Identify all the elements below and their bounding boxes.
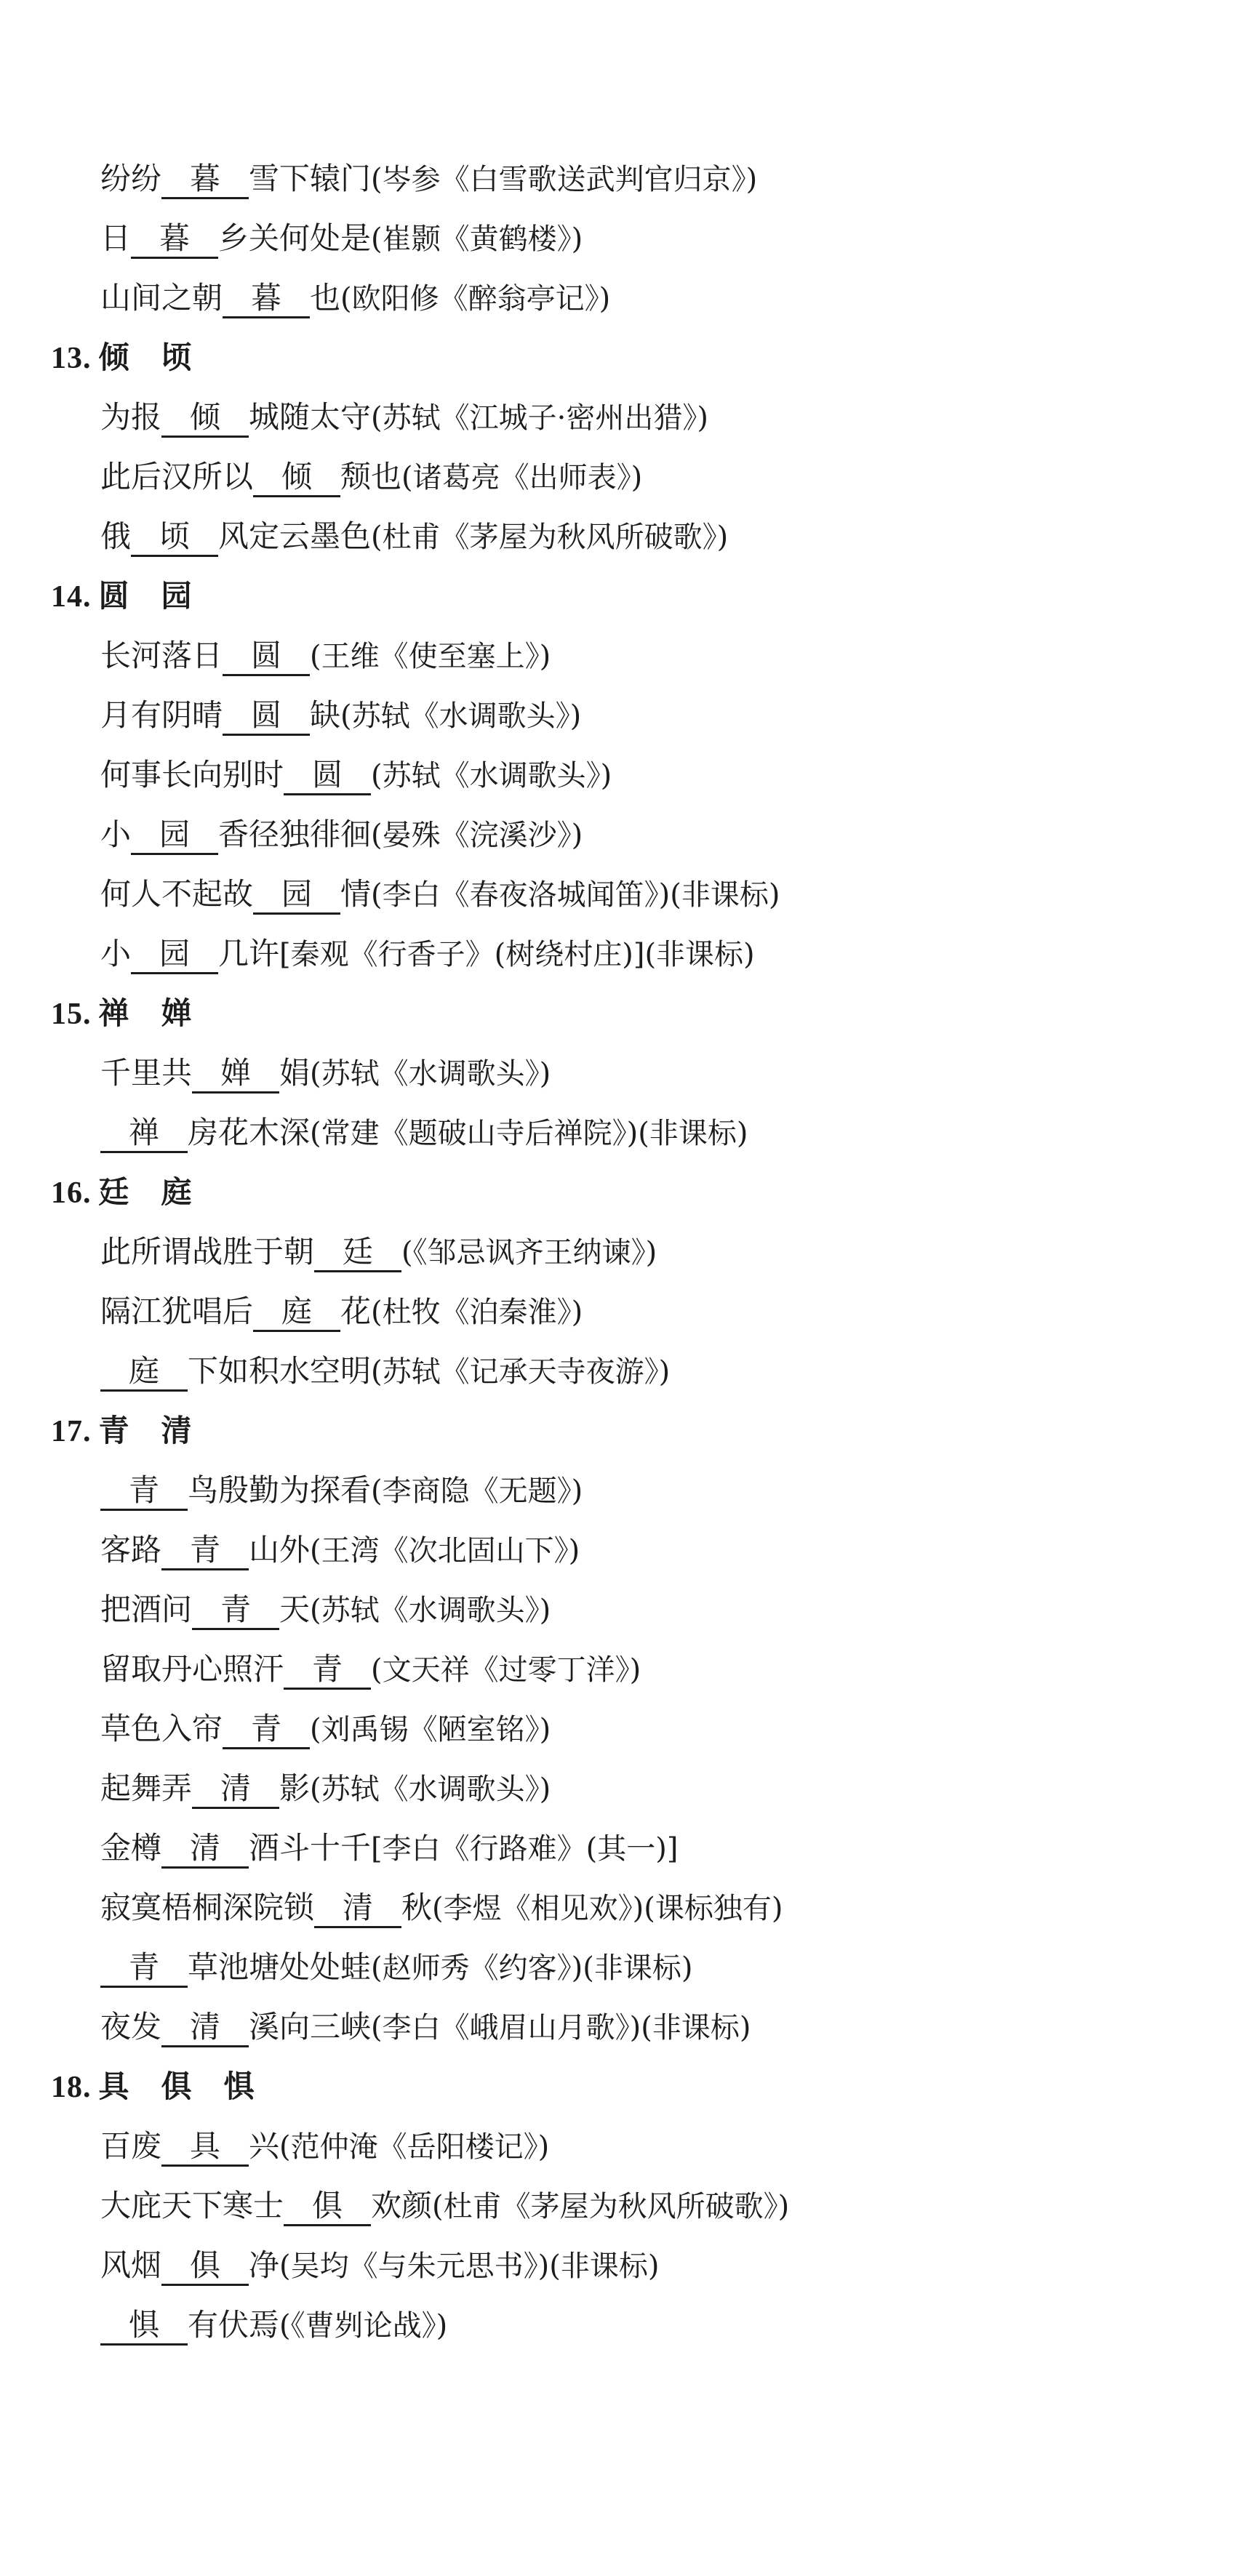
poem-line bbox=[0, 1818, 1240, 1878]
answer-blank: 婵 bbox=[192, 1055, 279, 1094]
line-text-before: 此所谓战胜于朝 bbox=[100, 1234, 315, 1269]
line-text-before: 小 bbox=[100, 816, 132, 852]
section-number: 14. bbox=[51, 580, 92, 614]
poem-line bbox=[0, 626, 1240, 686]
poem-line bbox=[0, 924, 1240, 984]
line-source: (《曹刿论战》) bbox=[279, 2309, 448, 2343]
section-number: 15. bbox=[51, 998, 92, 1031]
line-text-after: 草池塘处处蛙 bbox=[188, 1949, 372, 1985]
answer-blank: 园 bbox=[253, 876, 340, 915]
line-text-after: 颓也 bbox=[340, 459, 402, 494]
line-text-after: 乡关何处是 bbox=[218, 220, 372, 256]
line-text-before: 为报 bbox=[100, 399, 162, 435]
answer-blank: 青 bbox=[100, 1949, 188, 1988]
line-source: (范仲淹《岳阳楼记》) bbox=[279, 2130, 550, 2164]
answer-blank: 青 bbox=[100, 1472, 188, 1511]
answer-blank: 清 bbox=[192, 1770, 279, 1809]
poem-line bbox=[0, 1580, 1240, 1640]
line-text-before: 起舞弄 bbox=[100, 1770, 193, 1806]
line-text-after: 房花木深 bbox=[188, 1115, 311, 1150]
section-number: 17. bbox=[51, 1415, 92, 1448]
line-text-after: 也 bbox=[310, 280, 341, 316]
poem-line bbox=[0, 388, 1240, 447]
poem-line bbox=[0, 507, 1240, 566]
line-source: (杜甫《茅屋为秋风所破歌》) bbox=[432, 2190, 790, 2223]
line-text-after: 净 bbox=[249, 2247, 280, 2283]
line-text-before: 此后汉所以 bbox=[100, 459, 254, 494]
section-heading bbox=[0, 984, 1240, 1043]
answer-blank: 圆 bbox=[284, 757, 371, 795]
line-text-after: 酒斗十千 bbox=[249, 1830, 372, 1866]
line-source: (李白《峨眉山月歌》)(非课标) bbox=[371, 2011, 751, 2045]
line-text-before: 大庇天下寒士 bbox=[100, 2188, 284, 2223]
answer-blank: 暮 bbox=[161, 161, 249, 199]
line-text-after: 山外 bbox=[249, 1532, 311, 1568]
answer-blank: 禅 bbox=[100, 1115, 188, 1153]
line-source: (赵师秀《约客》)(非课标) bbox=[371, 1951, 693, 1985]
line-text-after: 娟 bbox=[279, 1055, 311, 1091]
line-source: (崔颢《黄鹤楼》) bbox=[371, 222, 583, 256]
line-text-before: 俄 bbox=[100, 518, 132, 554]
line-source: (刘禹锡《陋室铭》) bbox=[310, 1713, 551, 1746]
section-characters: 具 俱 惧 bbox=[98, 2069, 255, 2104]
line-source: (岑参《白雪歌送武判官归京》) bbox=[371, 163, 758, 196]
line-text-before: 夜发 bbox=[100, 2009, 162, 2045]
poem-line bbox=[0, 1640, 1240, 1699]
line-source: (苏轼《记承天寺夜游》) bbox=[371, 1355, 671, 1389]
section-characters: 圆 园 bbox=[98, 578, 193, 614]
answer-blank: 暮 bbox=[223, 280, 310, 318]
poem-line bbox=[0, 209, 1240, 268]
line-source: (苏轼《水调歌头》) bbox=[310, 1057, 551, 1091]
poem-line bbox=[0, 745, 1240, 805]
line-source: (苏轼《水调歌头》) bbox=[340, 699, 582, 733]
line-text-before: 隔江犹唱后 bbox=[100, 1293, 254, 1329]
answer-blank: 顷 bbox=[131, 518, 218, 557]
line-source: (晏殊《浣溪沙》) bbox=[371, 819, 583, 852]
poem-line bbox=[0, 686, 1240, 745]
poem-line bbox=[0, 268, 1240, 328]
section-number: 16. bbox=[51, 1176, 92, 1210]
section-characters: 禅 婵 bbox=[98, 995, 193, 1031]
line-source: (李煜《相见欢》)(课标独有) bbox=[432, 1892, 783, 1925]
poem-line bbox=[0, 1938, 1240, 1997]
line-source: (杜牧《泊秦淮》) bbox=[371, 1296, 583, 1329]
line-source: (苏轼《水调歌头》) bbox=[310, 1773, 551, 1806]
line-text-after: 欢颜 bbox=[371, 2188, 433, 2223]
answer-blank: 青 bbox=[192, 1592, 279, 1630]
line-text-after: 下如积水空明 bbox=[188, 1353, 372, 1389]
answer-blank: 圆 bbox=[223, 697, 310, 736]
poem-line bbox=[0, 1341, 1240, 1401]
poem-line bbox=[0, 805, 1240, 864]
line-text-before: 何事长向别时 bbox=[100, 757, 284, 793]
poem-line bbox=[0, 1282, 1240, 1341]
line-text-before: 长河落日 bbox=[100, 638, 223, 673]
line-text-before: 纷纷 bbox=[100, 161, 162, 196]
line-text-after: 风定云墨色 bbox=[218, 518, 372, 554]
answer-blank: 庭 bbox=[253, 1293, 340, 1332]
answer-blank: 暮 bbox=[131, 220, 218, 259]
section-characters: 青 清 bbox=[98, 1413, 193, 1448]
line-source: (杜甫《茅屋为秋风所破歌》) bbox=[371, 521, 729, 554]
answer-blank: 惧 bbox=[100, 2307, 188, 2346]
section-heading bbox=[0, 2057, 1240, 2116]
line-source: (常建《题破山寺后禅院》)(非课标) bbox=[310, 1117, 748, 1150]
poem-line bbox=[0, 1878, 1240, 1938]
poem-line bbox=[0, 1759, 1240, 1818]
poem-line bbox=[0, 1103, 1240, 1163]
section-number: 18. bbox=[51, 2071, 92, 2104]
answer-blank: 园 bbox=[131, 936, 218, 974]
answer-blank: 俱 bbox=[161, 2247, 249, 2286]
poem-line bbox=[0, 149, 1240, 209]
line-text-before: 千里共 bbox=[100, 1055, 193, 1091]
answer-blank: 圆 bbox=[223, 638, 310, 676]
line-text-after: 城随太守 bbox=[249, 399, 372, 435]
line-source: (文天祥《过零丁洋》) bbox=[371, 1653, 641, 1687]
line-text-before: 把酒问 bbox=[100, 1592, 193, 1627]
line-source: (苏轼《江城子·密州出猎》) bbox=[371, 401, 708, 435]
line-text-before: 百废 bbox=[100, 2128, 162, 2164]
answer-blank: 庭 bbox=[100, 1353, 188, 1392]
line-source: (《邹忌讽齐王纳谏》) bbox=[401, 1236, 657, 1269]
poem-line bbox=[0, 1699, 1240, 1759]
line-text-before: 草色入帘 bbox=[100, 1711, 223, 1746]
poem-line bbox=[0, 1997, 1240, 2057]
poem-line bbox=[0, 1520, 1240, 1580]
line-text-after: 雪下辕门 bbox=[249, 161, 372, 196]
answer-blank: 青 bbox=[223, 1711, 310, 1749]
section-heading bbox=[0, 566, 1240, 626]
answer-blank: 清 bbox=[161, 2009, 249, 2047]
line-text-after: 影 bbox=[279, 1770, 311, 1806]
answer-blank: 青 bbox=[284, 1651, 371, 1690]
line-source: (吴均《与朱元思书》)(非课标) bbox=[279, 2250, 660, 2283]
poem-line bbox=[0, 1043, 1240, 1103]
answer-blank: 清 bbox=[314, 1890, 401, 1928]
line-text-before: 山间之朝 bbox=[100, 280, 223, 316]
section-heading bbox=[0, 328, 1240, 388]
poem-line bbox=[0, 2116, 1240, 2176]
line-text-after: 兴 bbox=[249, 2128, 280, 2164]
line-text-before: 月有阴晴 bbox=[100, 697, 223, 733]
answer-blank: 园 bbox=[131, 816, 218, 855]
line-text-after: 天 bbox=[279, 1592, 311, 1627]
line-text-after: 花 bbox=[340, 1293, 372, 1329]
section-heading bbox=[0, 1401, 1240, 1461]
line-text-after: 香径独徘徊 bbox=[218, 816, 372, 852]
line-text-after: 情 bbox=[340, 876, 372, 912]
poem-line bbox=[0, 864, 1240, 924]
section-heading bbox=[0, 1163, 1240, 1222]
line-source: (王湾《次北固山下》) bbox=[310, 1534, 580, 1568]
line-text-after: 缺 bbox=[310, 697, 341, 733]
line-text-before: 风烟 bbox=[100, 2247, 162, 2283]
line-text-before: 留取丹心照汗 bbox=[100, 1651, 284, 1687]
line-source: (李白《春夜洛城闻笛》)(非课标) bbox=[371, 878, 780, 912]
line-source: (王维《使至塞上》) bbox=[310, 640, 551, 673]
line-text-after: 溪向三峡 bbox=[249, 2009, 372, 2045]
line-source: [秦观《行香子》(树绕村庄)](非课标) bbox=[279, 938, 755, 971]
line-text-before: 日 bbox=[100, 220, 132, 256]
answer-blank: 廷 bbox=[314, 1234, 401, 1272]
answer-blank: 具 bbox=[161, 2128, 249, 2167]
line-text-before: 金樽 bbox=[100, 1830, 162, 1866]
answer-blank: 清 bbox=[161, 1830, 249, 1869]
line-source: (欧阳修《醉翁亭记》) bbox=[340, 282, 611, 316]
line-text-before: 小 bbox=[100, 936, 132, 971]
line-text-before: 何人不起故 bbox=[100, 876, 254, 912]
poem-line bbox=[0, 2295, 1240, 2355]
line-source: (苏轼《水调歌头》) bbox=[371, 759, 612, 793]
line-text-after: 有伏焉 bbox=[188, 2307, 280, 2343]
answer-blank: 倾 bbox=[253, 459, 340, 497]
line-text-before: 寂寞梧桐深院锁 bbox=[100, 1890, 315, 1925]
line-text-after: 几许 bbox=[218, 936, 280, 971]
answer-blank: 倾 bbox=[161, 399, 249, 438]
line-source: [李白《行路难》(其一)] bbox=[371, 1832, 679, 1866]
line-source: (诸葛亮《出师表》) bbox=[401, 461, 643, 494]
line-source: (苏轼《水调歌头》) bbox=[310, 1594, 551, 1627]
poem-line bbox=[0, 1222, 1240, 1282]
line-source: (李商隐《无题》) bbox=[371, 1474, 583, 1508]
poem-line bbox=[0, 2236, 1240, 2295]
line-text-after: 秋 bbox=[401, 1890, 433, 1925]
poem-line bbox=[0, 1461, 1240, 1520]
answer-blank: 青 bbox=[161, 1532, 249, 1570]
answer-blank: 俱 bbox=[284, 2188, 371, 2226]
section-number: 13. bbox=[51, 342, 92, 375]
poem-line bbox=[0, 2176, 1240, 2236]
line-text-after: 鸟殷勤为探看 bbox=[188, 1472, 372, 1508]
line-text-before: 客路 bbox=[100, 1532, 162, 1568]
section-characters: 倾 顷 bbox=[98, 340, 193, 375]
document-body bbox=[0, 149, 1240, 2355]
section-characters: 廷 庭 bbox=[98, 1174, 193, 1210]
poem-line bbox=[0, 447, 1240, 507]
